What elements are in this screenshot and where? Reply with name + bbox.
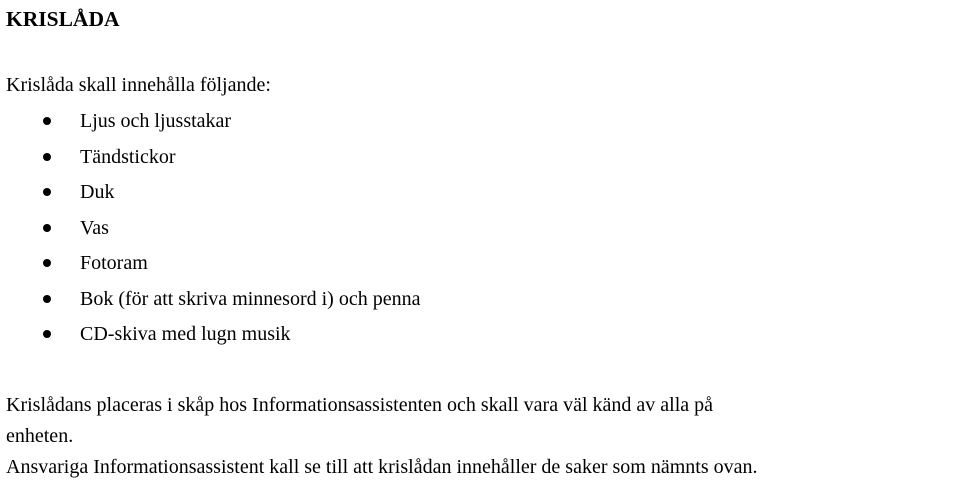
intro-text: Krislåda skall innehålla följande:	[6, 74, 271, 96]
paragraph-line: enheten.	[6, 425, 74, 447]
list-item-text: Ljus och ljusstakar	[80, 110, 232, 132]
body-paragraph	[6, 390, 958, 483]
bullet-icon	[43, 153, 51, 161]
page-title: KRISLÅDA	[6, 7, 120, 31]
paragraph-line: Krislådans placeras i skåp hos Informationsassistenten och skall vara väl känd av alla på	[6, 394, 714, 416]
list-item-text: Bok (för att skriva minnesord i) och penna	[80, 287, 421, 310]
paragraph-line: Ansvariga Informationsassistent kall se till att krislådan innehåller de saker som nämnts ovan.	[6, 456, 758, 478]
list-item-text: CD-skiva med lugn musik	[80, 323, 291, 345]
bullet-icon	[43, 188, 51, 196]
bullet-icon	[43, 295, 51, 303]
bullet-icon	[43, 117, 51, 125]
list-item-text: Duk	[80, 181, 115, 203]
list-item-text: Fotoram	[80, 252, 148, 274]
list-item-text: Tändstickor	[80, 145, 176, 168]
bullet-icon	[43, 330, 51, 338]
list-item-text: Vas	[80, 216, 109, 239]
bullet-icon	[43, 259, 51, 267]
bullet-icon	[43, 224, 51, 232]
